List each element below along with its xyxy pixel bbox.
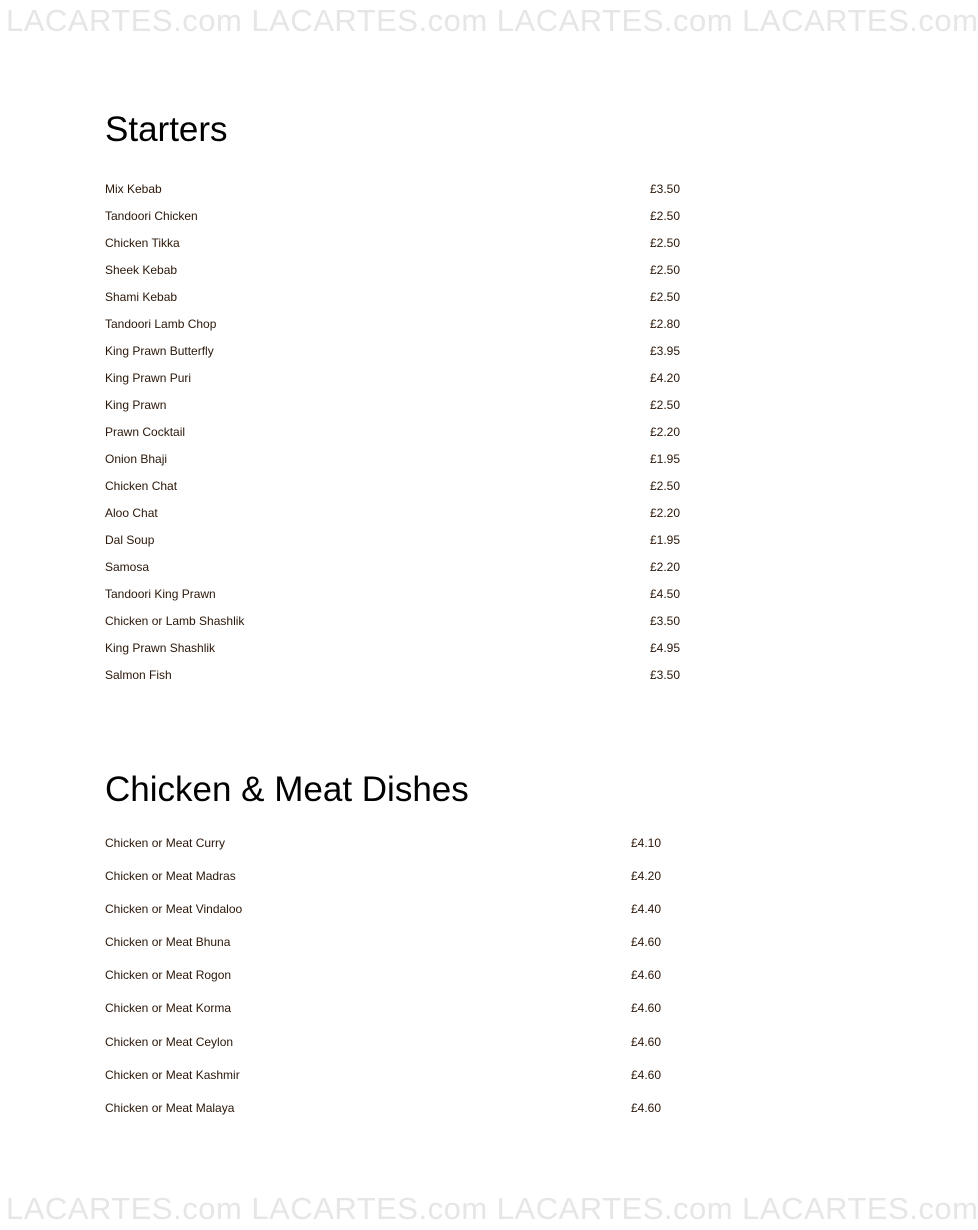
menu-item-price: £4.60 [631, 1067, 662, 1082]
menu-item-name: King Prawn [105, 398, 167, 412]
menu-item [105, 1036, 705, 1069]
menu-item [105, 534, 705, 561]
menu-item-price: £2.50 [650, 479, 681, 493]
menu-item [105, 903, 705, 936]
menu-item-name: Mix Kebab [105, 182, 162, 196]
menu-item [105, 264, 705, 291]
menu-item [105, 615, 705, 642]
menu-item-name: Chicken or Lamb Shashlik [105, 614, 245, 628]
menu-item [105, 210, 705, 237]
menu-item-price: £2.50 [650, 398, 681, 412]
menu-item [105, 183, 705, 210]
menu-item-name: Onion Bhaji [105, 452, 168, 466]
menu-item [105, 969, 705, 1002]
menu-item-name: Chicken Tikka [105, 236, 180, 250]
menu-item-price: £4.20 [650, 371, 681, 385]
menu-item [105, 936, 705, 969]
menu-item-name: Aloo Chat [105, 506, 158, 520]
menu-item-price: £1.95 [650, 452, 681, 466]
menu-item-name: Sheek Kebab [105, 263, 178, 277]
menu-item-name: Chicken or Meat Curry [105, 836, 226, 850]
menu-item-name: Shami Kebab [105, 290, 178, 304]
menu-item-name: King Prawn Butterfly [105, 344, 214, 358]
menu-item [105, 291, 705, 318]
starters-list [105, 183, 705, 696]
menu-item-price: £4.60 [631, 1034, 662, 1049]
menu-item-price: £4.60 [631, 1001, 662, 1016]
menu-item-name: Chicken or Meat Malaya [105, 1100, 235, 1115]
watermark-top: LACARTES.com LACARTES.com LACARTES.com LACARTES.com [6, 3, 978, 38]
menu-item-name: Prawn Cocktail [105, 425, 186, 439]
menu-item-price: £3.50 [650, 182, 681, 196]
menu-item-name: Chicken or Meat Madras [105, 869, 236, 884]
menu-item-price: £3.50 [650, 614, 681, 628]
menu-item [105, 480, 705, 507]
menu-item-name: Chicken or Meat Bhuna [105, 935, 231, 950]
menu-item [105, 507, 705, 534]
menu-item-name: Salmon Fish [105, 668, 172, 682]
menu-item-name: King Prawn Puri [105, 371, 192, 385]
menu-item [105, 588, 705, 615]
menu-item [105, 1069, 705, 1102]
menu-item [105, 237, 705, 264]
menu-item-price: £2.20 [650, 506, 681, 520]
menu-item-name: Samosa [105, 560, 150, 574]
menu-item-price: £2.20 [650, 560, 681, 574]
menu-item-price: £3.95 [650, 344, 681, 358]
menu-item-price: £4.50 [650, 587, 681, 601]
menu-item-price: £2.80 [650, 317, 681, 331]
menu-item-price: £2.50 [650, 209, 681, 223]
starters-heading: Starters [105, 110, 228, 149]
chicken-meat-heading: Chicken & Meat Dishes [105, 770, 469, 809]
menu-item [105, 372, 705, 399]
menu-item-price: £2.20 [650, 425, 681, 439]
menu-item-name: King Prawn Shashlik [105, 641, 216, 655]
menu-item-name: Chicken or Meat Kashmir [105, 1067, 240, 1082]
menu-item-name: Chicken or Meat Ceylon [105, 1034, 234, 1049]
menu-item-price: £1.95 [650, 533, 681, 547]
menu-item-name: Chicken or Meat Vindaloo [105, 902, 243, 917]
menu-item [105, 318, 705, 345]
menu-item-price: £2.50 [650, 263, 681, 277]
menu-item-price: £4.20 [631, 869, 662, 884]
menu-item [105, 1002, 705, 1035]
menu-item-name: Chicken or Meat Korma [105, 1001, 232, 1016]
menu-item-price: £4.95 [650, 641, 681, 655]
menu-item [105, 837, 705, 870]
menu-item [105, 453, 705, 480]
menu-item-price: £4.60 [631, 935, 662, 950]
menu-item [105, 1102, 705, 1135]
menu-item [105, 345, 705, 372]
menu-item [105, 399, 705, 426]
menu-item [105, 870, 705, 903]
menu-item-name: Tandoori Lamb Chop [105, 317, 217, 331]
menu-item-name: Dal Soup [105, 533, 155, 547]
menu-item [105, 642, 705, 669]
menu-item-name: Tandoori Chicken [105, 209, 198, 223]
menu-item-price: £4.60 [631, 1100, 662, 1115]
menu-item-price: £4.40 [631, 902, 662, 917]
menu-item-name: Chicken or Meat Rogon [105, 968, 232, 983]
menu-item-price: £4.60 [631, 968, 662, 983]
menu-item-price: £2.50 [650, 290, 681, 304]
menu-item [105, 561, 705, 588]
menu-item [105, 669, 705, 696]
menu-item-name: Chicken Chat [105, 479, 178, 493]
watermark-bottom: LACARTES.com LACARTES.com LACARTES.com LACARTES.com [6, 1191, 978, 1226]
menu-item-price: £4.10 [631, 836, 662, 850]
chicken-meat-list [105, 837, 705, 1135]
menu-item [105, 426, 705, 453]
menu-item-price: £2.50 [650, 236, 681, 250]
menu-item-name: Tandoori King Prawn [105, 587, 216, 601]
menu-item-price: £3.50 [650, 668, 681, 682]
